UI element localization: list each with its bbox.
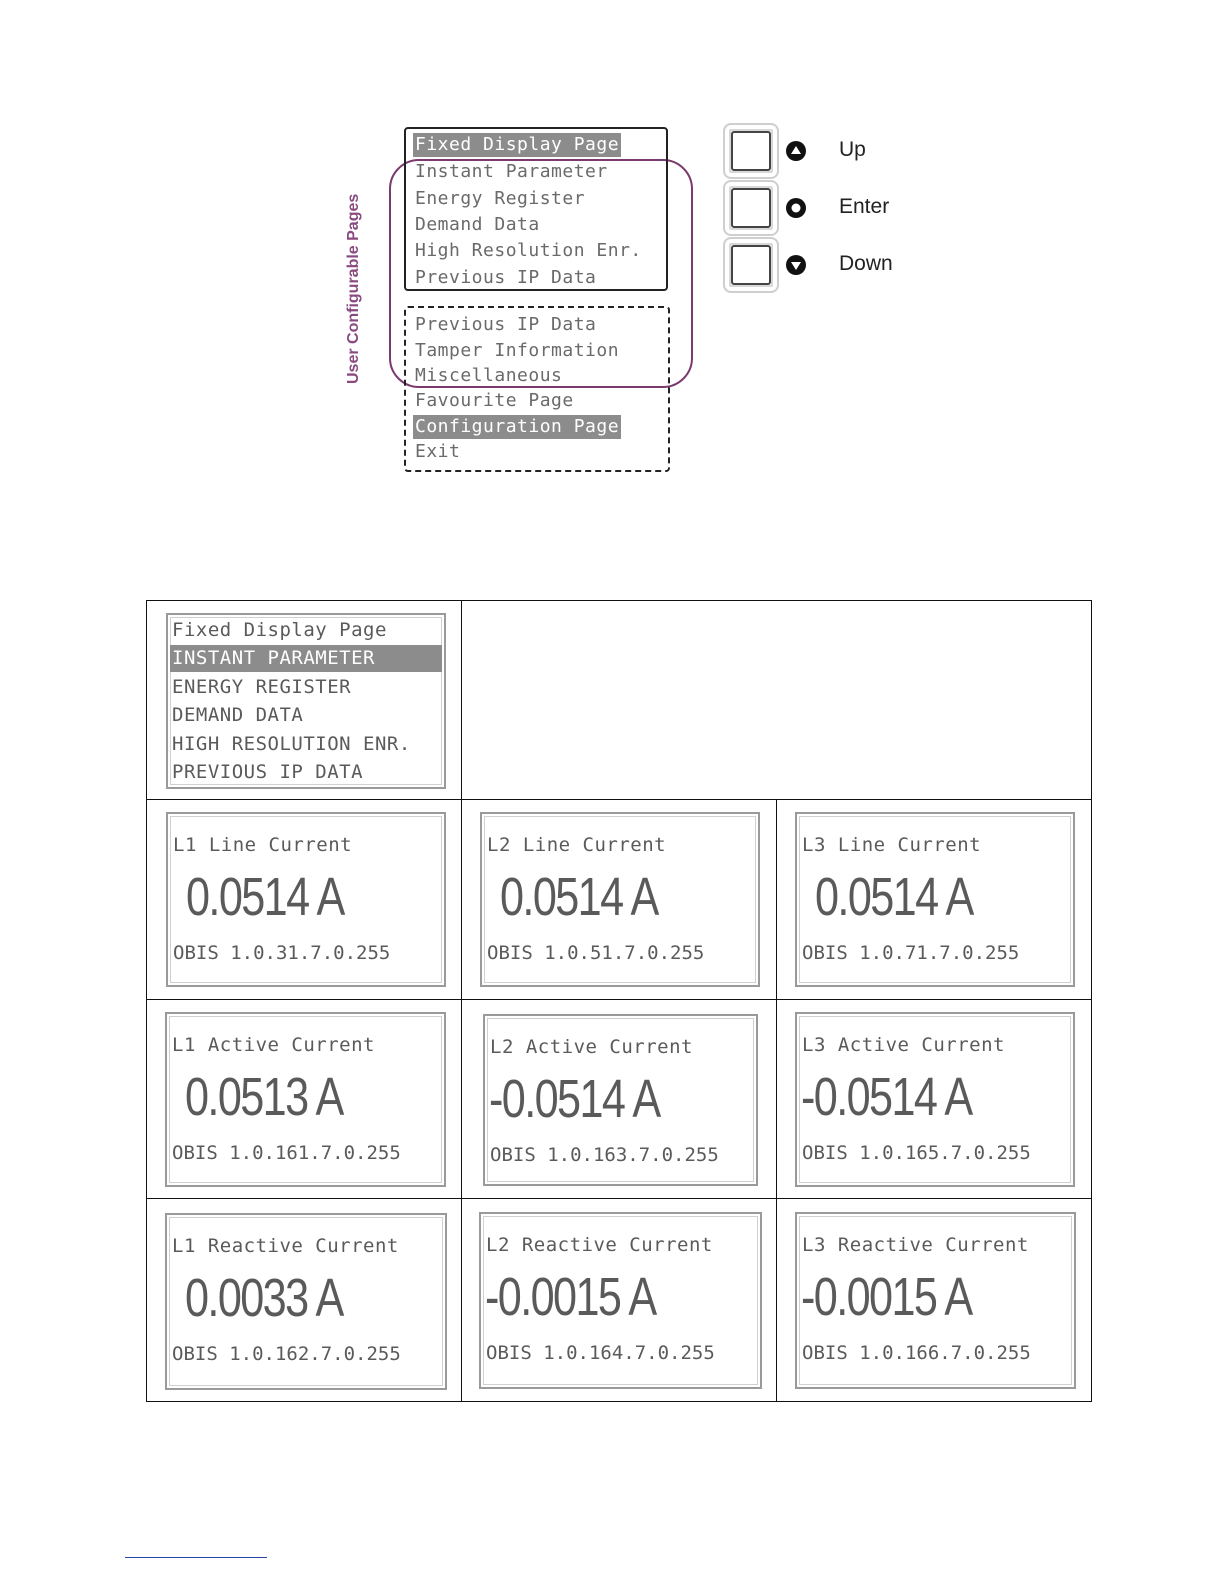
menu-item-0: Fixed Display Page — [415, 134, 620, 155]
screen-cell — [462, 1000, 777, 1199]
menu-lcd-screen — [166, 613, 446, 789]
menu-item-10: Configuration Page — [415, 416, 620, 437]
lcd-title: L3 Active Current — [802, 1034, 1005, 1056]
enter-key[interactable] — [723, 180, 779, 236]
menu-lcd-row-selected: INSTANT PARAMETER — [170, 645, 442, 672]
lcd-title: L3 Line Current — [802, 834, 982, 856]
lcd-obis: OBIS 1.0.164.7.0.255 — [486, 1342, 715, 1364]
menu-item-11: Exit — [415, 441, 461, 462]
up-label: Up — [839, 138, 866, 161]
lcd-obis: OBIS 1.0.166.7.0.255 — [802, 1342, 1031, 1364]
lcd-value: -0.0015 A — [801, 1267, 972, 1327]
lcd-obis: OBIS 1.0.31.7.0.255 — [173, 942, 391, 964]
down-label: Down — [839, 252, 893, 275]
lcd-title: L2 Reactive Current — [486, 1234, 713, 1256]
menu-item-1: Instant Parameter — [415, 161, 608, 182]
menu-item-4: High Resolution Enr. — [415, 240, 642, 261]
lcd-screen-l3-line — [795, 812, 1075, 987]
display-screens-table — [146, 600, 1092, 1402]
menu-navigation-diagram — [0, 0, 1224, 500]
screen-cell — [147, 1000, 462, 1199]
menu-item-9: Favourite Page — [415, 390, 574, 411]
up-arrow-icon — [786, 141, 806, 161]
menu-screen-cell — [147, 601, 462, 800]
screen-cell — [147, 800, 462, 1000]
menu-lcd-row: ENERGY REGISTER — [172, 676, 352, 698]
lcd-screen-l2-active — [483, 1014, 758, 1186]
enter-circle-icon — [786, 198, 806, 218]
down-arrow-icon — [786, 255, 806, 275]
user-configurable-pages-label: User Configurable Pages — [345, 193, 362, 384]
lcd-title: L1 Reactive Current — [172, 1235, 399, 1257]
lcd-screen-l3-reactive — [795, 1212, 1076, 1389]
lcd-obis: OBIS 1.0.51.7.0.255 — [487, 942, 705, 964]
lcd-obis: OBIS 1.0.165.7.0.255 — [802, 1142, 1031, 1164]
lcd-value: 0.0514 A — [815, 867, 973, 927]
lcd-screen-l1-reactive — [165, 1213, 447, 1390]
screen-cell — [777, 1199, 1092, 1402]
screen-cell — [462, 800, 777, 1000]
menu-item-2: Energy Register — [415, 188, 586, 209]
menu-lcd-row: PREVIOUS IP DATA — [172, 761, 364, 783]
screen-cell — [777, 800, 1092, 1000]
up-key[interactable] — [723, 123, 779, 179]
enter-label: Enter — [839, 195, 890, 218]
screen-cell — [777, 1000, 1092, 1199]
lcd-title: L3 Reactive Current — [802, 1234, 1029, 1256]
empty-cell — [462, 601, 1092, 800]
lcd-value: -0.0015 A — [485, 1267, 656, 1327]
menu-lcd-row: HIGH RESOLUTION ENR. — [172, 733, 411, 755]
menu-lcd-row: Fixed Display Page — [172, 619, 387, 641]
lcd-value: 0.0033 A — [185, 1268, 343, 1328]
down-key[interactable] — [723, 237, 779, 293]
lcd-screen-l3-active — [795, 1012, 1075, 1187]
lcd-value: -0.0514 A — [801, 1067, 972, 1127]
lcd-screen-l1-line — [166, 812, 446, 987]
lcd-obis: OBIS 1.0.71.7.0.255 — [802, 942, 1020, 964]
menu-item-5: Previous IP Data — [415, 267, 597, 288]
lcd-screen-l1-active — [165, 1012, 446, 1187]
lcd-title: L2 Active Current — [490, 1036, 693, 1058]
lcd-screen-l2-reactive — [479, 1212, 762, 1389]
lcd-title: L2 Line Current — [487, 834, 667, 856]
screen-cell — [147, 1199, 462, 1402]
menu-lcd-row: DEMAND DATA — [172, 704, 304, 726]
menu-item-7: Tamper Information — [415, 340, 620, 361]
lcd-screen-l2-line — [480, 812, 760, 987]
lcd-value: -0.0514 A — [489, 1069, 660, 1129]
footnote-separator — [125, 1557, 267, 1558]
lcd-value: 0.0514 A — [186, 867, 344, 927]
menu-item-3: Demand Data — [415, 214, 540, 235]
lcd-obis: OBIS 1.0.163.7.0.255 — [490, 1144, 719, 1166]
screen-cell — [462, 1199, 777, 1402]
lcd-obis: OBIS 1.0.162.7.0.255 — [172, 1343, 401, 1365]
lcd-title: L1 Active Current — [172, 1034, 375, 1056]
menu-item-6: Previous IP Data — [415, 314, 597, 335]
menu-item-8: Miscellaneous — [415, 365, 563, 386]
lcd-value: 0.0513 A — [185, 1067, 343, 1127]
lcd-obis: OBIS 1.0.161.7.0.255 — [172, 1142, 401, 1164]
lcd-value: 0.0514 A — [500, 867, 658, 927]
lcd-title: L1 Line Current — [173, 834, 353, 856]
